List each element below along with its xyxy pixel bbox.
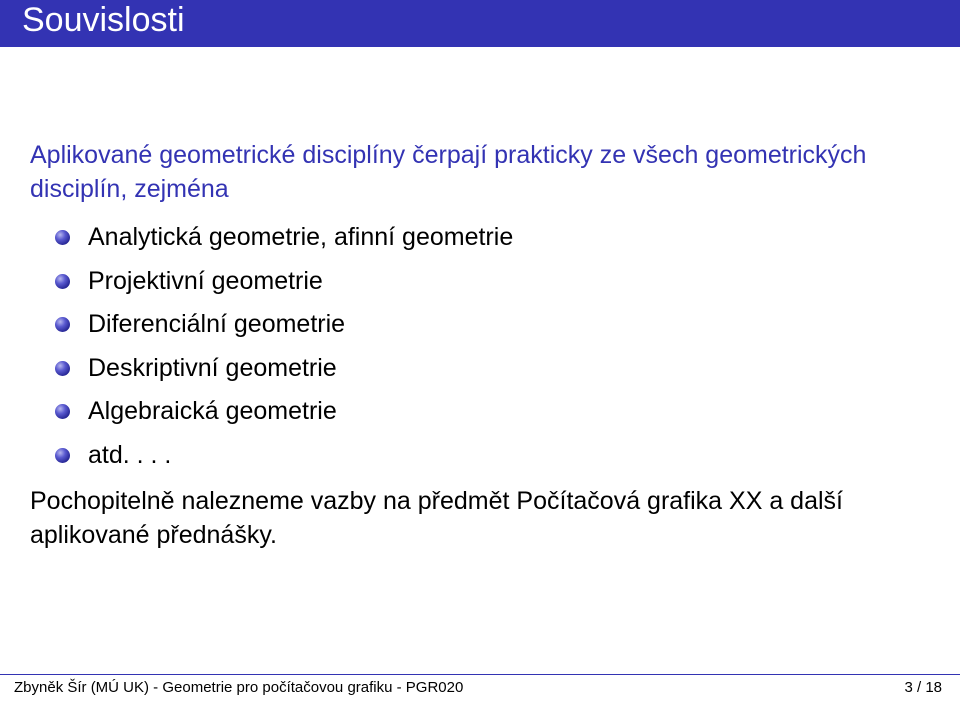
list-item — [30, 260, 930, 304]
ball-bullet-icon — [55, 230, 70, 245]
list-item — [30, 347, 930, 391]
list-item-label: Diferenciální geometrie — [88, 310, 346, 339]
ball-bullet-icon — [55, 274, 70, 289]
list-item-label: Deskriptivní geometrie — [88, 353, 337, 382]
conclusion-text: Pochopitelně nalezneme vazby na předmět Počítačová grafika XX a další aplikované přednášky. — [30, 486, 843, 549]
discipline-list — [30, 216, 930, 478]
ball-bullet-icon — [55, 361, 70, 376]
ball-bullet-icon — [55, 448, 70, 463]
footer-author-course: Zbyněk Šír (MÚ UK) - Geometrie pro počítačovou grafiku - PGR020 — [14, 679, 464, 696]
ball-bullet-icon — [55, 317, 70, 332]
ball-bullet-icon — [55, 404, 70, 419]
list-item — [30, 216, 930, 260]
list-item-label: Projektivní geometrie — [88, 266, 323, 295]
page-number: 3 / 18 — [904, 679, 942, 696]
slide-footer — [0, 674, 960, 701]
list-item-label: Algebraická geometrie — [88, 397, 337, 426]
slide-content — [30, 138, 930, 552]
list-item — [30, 434, 930, 478]
list-item-label: atd. . . . — [88, 440, 172, 469]
slide-title: Souvislosti — [22, 1, 185, 39]
list-item-label: Analytická geometrie, afinní geometrie — [88, 223, 514, 251]
intro-text: Aplikované geometrické disciplíny čerpají prakticky ze všech geometrických disciplín, zejména — [30, 141, 867, 203]
title-bar — [0, 0, 960, 47]
list-item — [30, 390, 930, 434]
list-item — [30, 303, 930, 347]
